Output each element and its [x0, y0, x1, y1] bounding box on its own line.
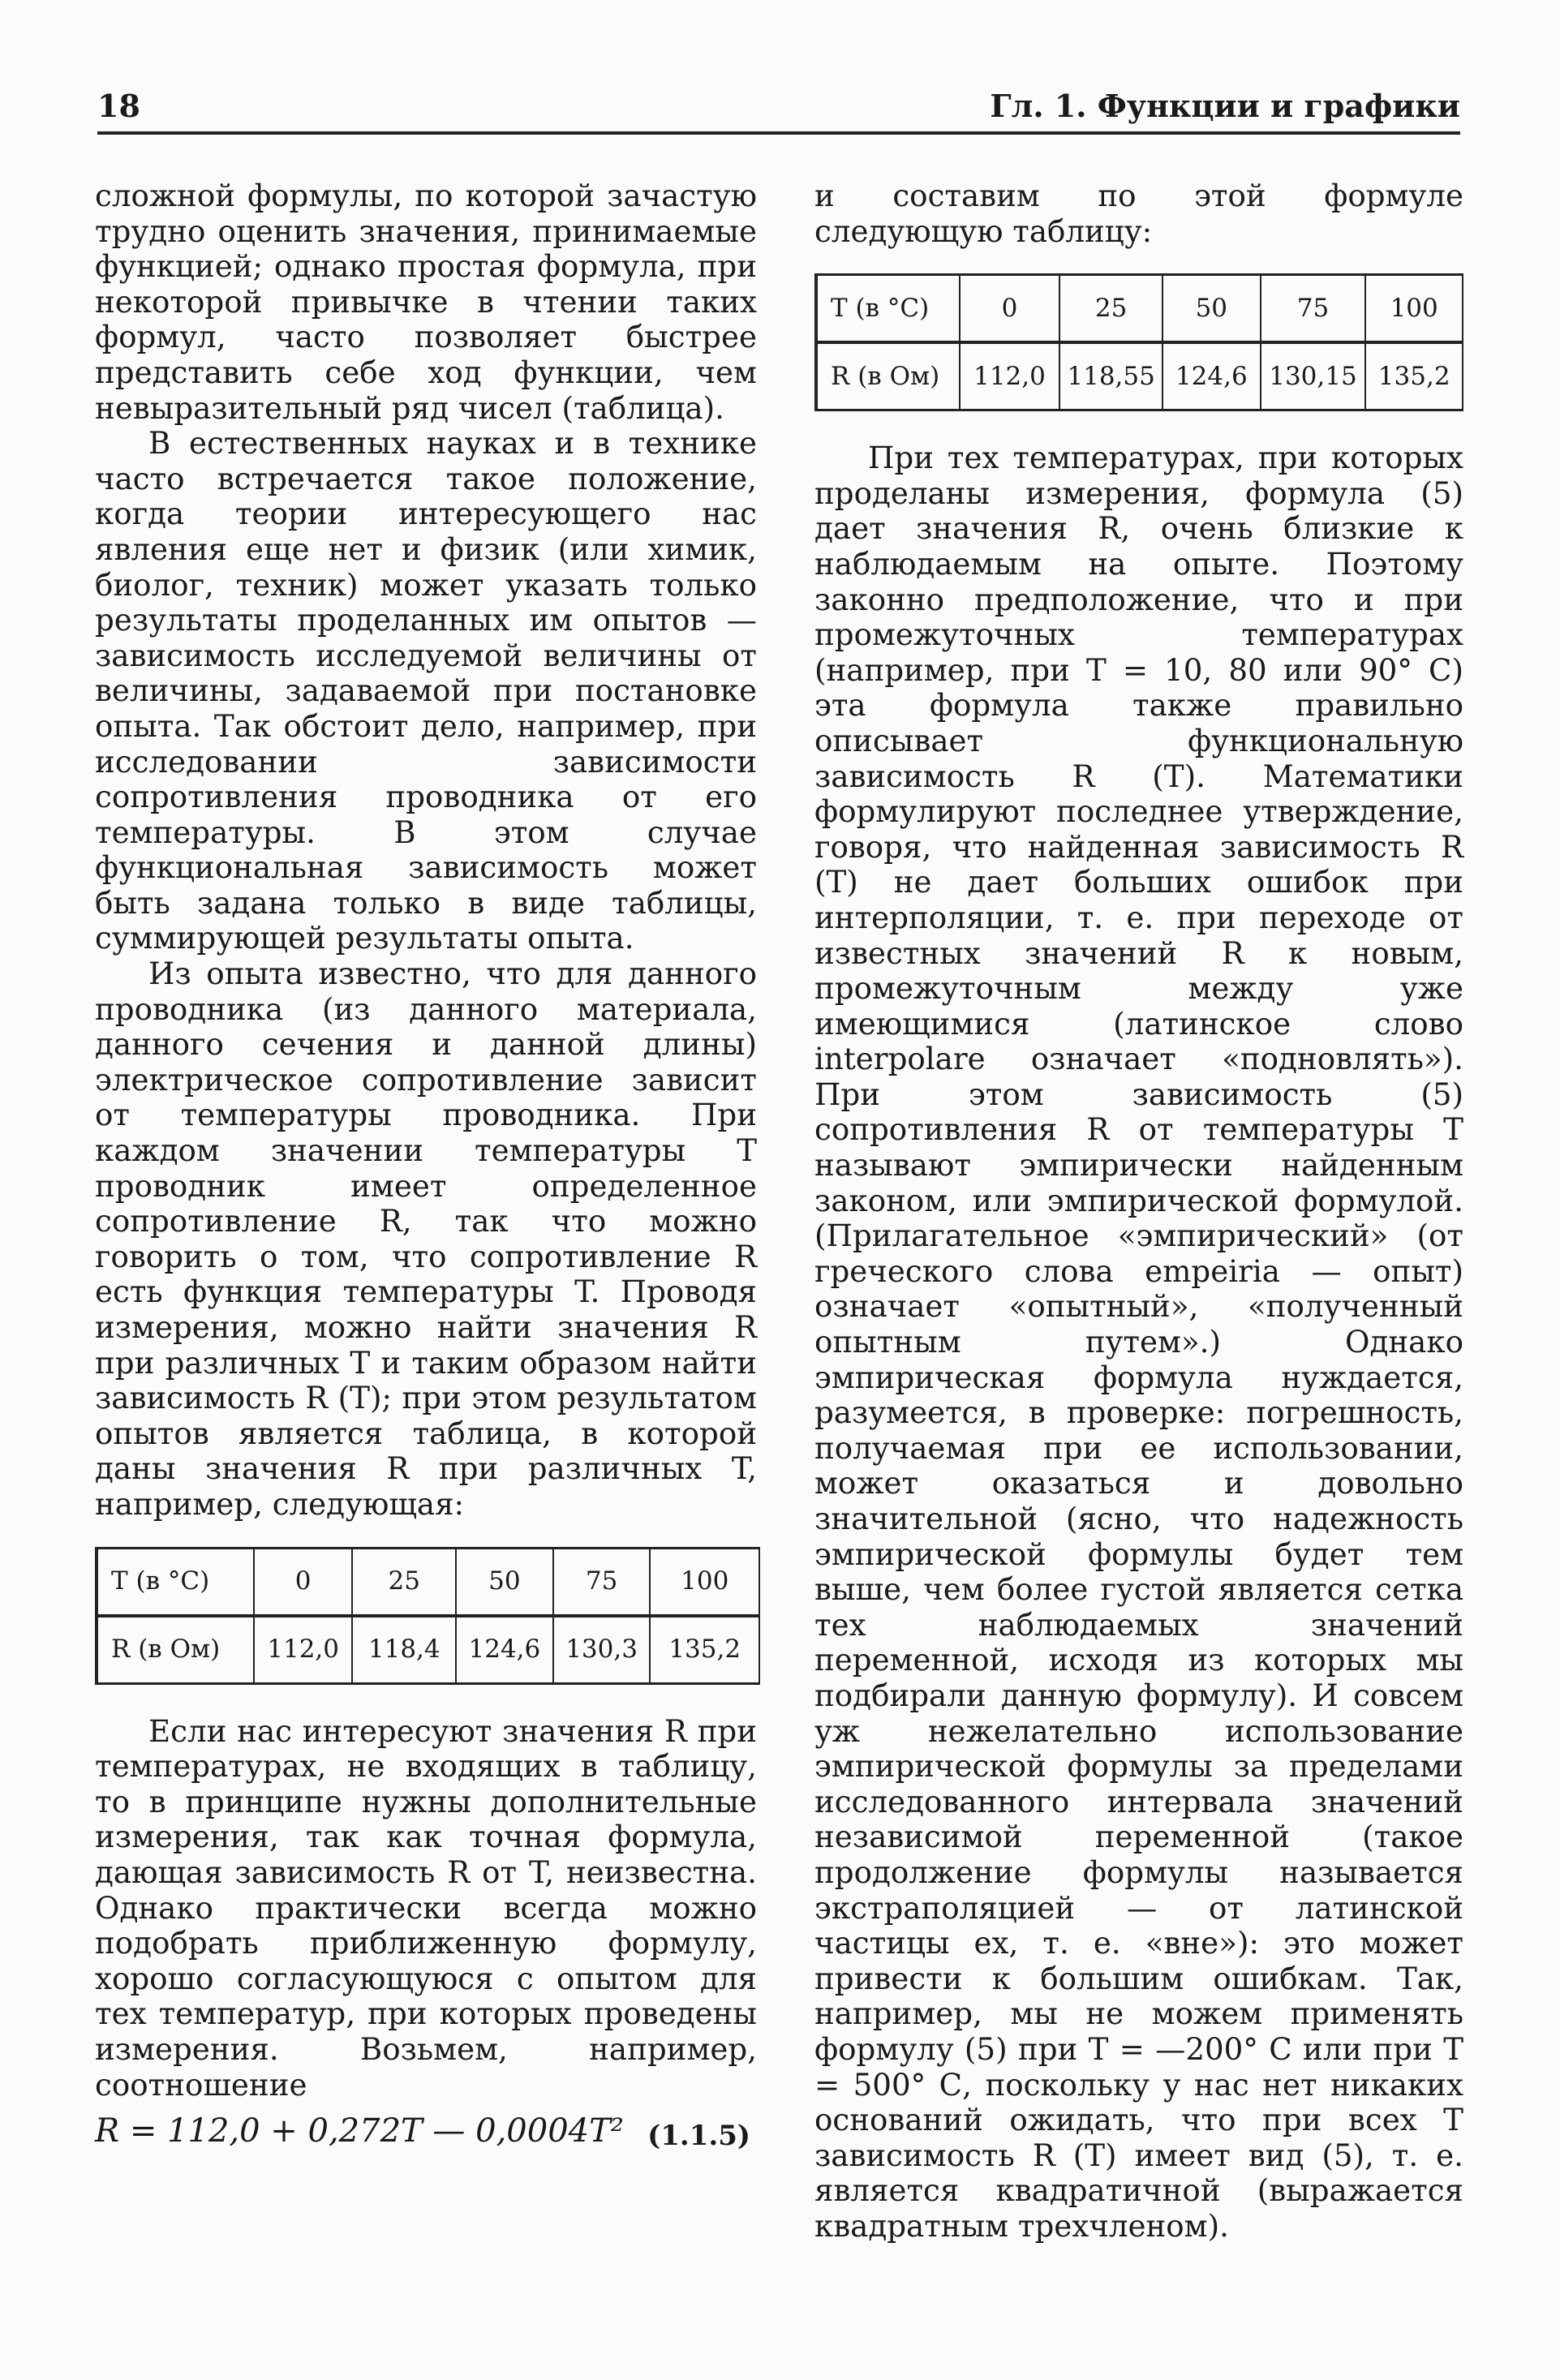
table-cell: 25	[352, 1548, 456, 1616]
left-paragraph-4: Если нас интересуют значения R при температурах, не входящих в таблицу, то в принципе нужны дополнительные измерения, так как точная формула, дающая зависимость R от T, неизвестна. Однако практически всегда можно подобрать приближенную формулу, хорошо согласующуюся с опытом для тех температур, при которых проведены измерения. Возьмем, например, соотношение	[95, 1712, 757, 2103]
table-header-t: T (в °С)	[816, 275, 960, 343]
table-row	[816, 275, 1463, 343]
right-paragraph-1: и составим по этой формуле следующую таблицу:	[814, 178, 1463, 249]
table-cell: 112,0	[254, 1616, 353, 1684]
table-cell: 75	[1261, 275, 1366, 343]
table-cell: 100	[1365, 275, 1463, 343]
running-head: Гл. 1. Функции и графики	[990, 88, 1460, 124]
formula-expression: R = 112,0 + 0,272T — 0,0004T²	[95, 2112, 624, 2150]
table-cell: 100	[650, 1548, 759, 1616]
table-row	[97, 1548, 759, 1616]
table-row	[97, 1616, 759, 1684]
table-cell: 112,0	[960, 342, 1060, 410]
measured-resistance-table	[95, 1547, 760, 1685]
page-number: 18	[97, 88, 140, 124]
table-cell: 25	[1059, 275, 1162, 343]
table-cell: 50	[1162, 275, 1261, 343]
left-paragraph-1: сложной формулы, по которой зачастую трудно оценить значения, принимаемые функцией; однако простая формула, при некоторой привычке в чтении таких формул, часто позволяет быстрее представить себе ход функции, чем невыразительный ряд чисел (таблица).	[95, 178, 757, 426]
table-cell: 124,6	[456, 1616, 553, 1684]
right-paragraph-2: При тех температурах, при которых проделаны измерения, формула (5) дает значения R, очень близкие к наблюдаемым на опыте. Поэтому законно предположение, что и при промежуточных температурах (например, при T = 10, 80 или 90° С) эта формула также правильно описывает функциональную зависимость R (T). Математики формулируют последнее утверждение, говоря, что найденная зависимость R (T) не дает больших ошибок при интерполяции, т. е. при переходе от известных значений R к новым, промежуточным между уже имеющимися (латинское слово interpolare означает «подновлять»). При этом зависимость (5) сопротивления R от температуры T называют эмпирически найденным законом, или эмпирической формулой. (Прилагательное «эмпирический» (от греческого слова empeiria — опыт) означает «опытный», «полученный опытным путем».) Однако эмпирическая формула нуждается, разумеется, в проверке: погрешность, получаемая при ее использовании, может оказаться и довольно значительной (ясно, что надежность эмпирической формулы будет тем выше, чем более густой является сетка тех наблюдаемых значений переменной, исходя из которых мы подбирали данную формулу). И совсем уж нежелательно использование эмпирической формулы за пределами исследованного интервала значений независимой переменной (такое продолжение формулы называется экстраполяцией — от латинской частицы ex, т. е. «вне»): это может привести к большим ошибкам. Так, например, мы не можем применять формулу (5) при T = —200° С или при T = 500° С, поскольку у нас нет никаких оснований ожидать, что при всех T зависимость R (T) имеет вид (5), т. е. является квадратичной (выражается квадратным трехчленом).	[814, 440, 1463, 2244]
table-header-r: R (в Ом)	[816, 342, 960, 410]
left-column	[95, 178, 757, 2159]
formula-number: (1.1.5)	[647, 2120, 750, 2153]
table-cell: 135,2	[1365, 342, 1463, 410]
left-paragraph-3: Из опыта известно, что для данного проводника (из данного материала, данного сечения и данной длины) электрическое сопротивление зависит от температуры проводника. При каждом значении температуры T проводник имеет определенное сопротивление R, так что можно говорить о том, что сопротивление R есть функция температуры T. Проводя измерения, можно найти значения R при различных T и таким образом найти зависимость R (T); при этом результатом опытов является таблица, в которой даны значения R при различных T, например, следующая:	[95, 956, 757, 1522]
left-paragraph-2: В естественных науках и в технике часто встречается такое положение, когда теории интересующего нас явления еще нет и физик (или химик, биолог, техник) может указать только результаты проделанных им опытов — зависимость исследуемой величины от величины, задаваемой при постановке опыта. Так обстоит дело, например, при исследовании зависимости сопротивления проводника от его температуры. В этом случае функциональная зависимость может быть задана только в виде таблицы, суммирующей результаты опыта.	[95, 425, 757, 956]
table-cell: 0	[254, 1548, 353, 1616]
table-row	[816, 342, 1463, 410]
page-header	[97, 88, 1460, 135]
table-header-t: T (в °С)	[97, 1548, 254, 1616]
right-column	[814, 178, 1463, 2244]
table-cell: 75	[553, 1548, 651, 1616]
table-cell: 0	[960, 275, 1060, 343]
table-cell: 135,2	[650, 1616, 759, 1684]
table-cell: 124,6	[1162, 342, 1261, 410]
table-cell: 118,55	[1059, 342, 1162, 410]
table-cell: 118,4	[352, 1616, 456, 1684]
table-cell: 50	[456, 1548, 553, 1616]
computed-resistance-table	[814, 273, 1463, 411]
table-cell: 130,3	[553, 1616, 651, 1684]
table-cell: 130,15	[1261, 342, 1366, 410]
formula-block	[95, 2114, 757, 2159]
table-header-r: R (в Ом)	[97, 1616, 254, 1684]
